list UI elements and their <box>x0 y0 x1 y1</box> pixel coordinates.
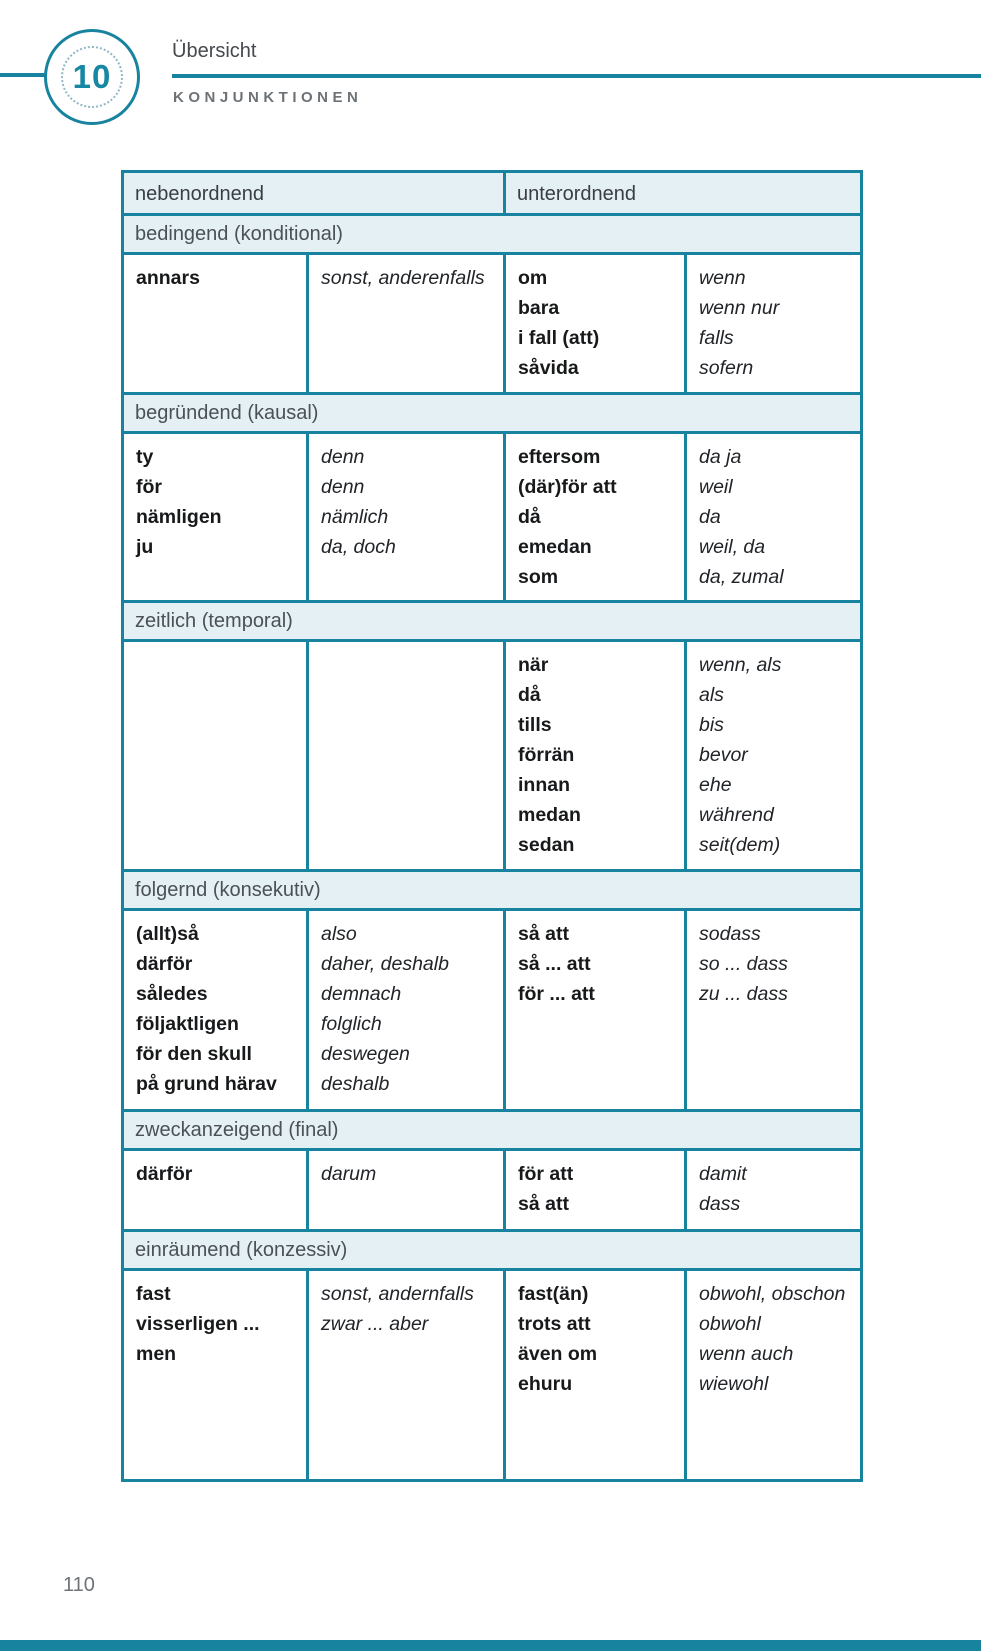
table-section-title: zweckanzeigend (final) <box>124 1109 860 1151</box>
table-cell <box>684 434 860 600</box>
page-number: 110 <box>63 1574 95 1596</box>
table-cell <box>684 642 860 869</box>
term-line: weil, da <box>699 536 766 558</box>
term-line: visserligen ... <box>136 1313 260 1335</box>
table-cell <box>306 911 503 1109</box>
term-line: men <box>136 1343 177 1365</box>
term-line: deshalb <box>321 1073 390 1095</box>
term-line: ty <box>136 446 154 468</box>
table-section-title: folgernd (konsekutiv) <box>124 869 860 911</box>
table-cell <box>503 642 684 869</box>
term-line: darum <box>321 1163 377 1185</box>
table-cell <box>684 911 860 1109</box>
term-line: så ... att <box>518 953 591 975</box>
table-cell <box>503 434 684 600</box>
term-line: om <box>518 267 548 289</box>
term-line: bis <box>699 714 724 736</box>
table-cell <box>503 1271 684 1479</box>
term-line: nämlich <box>321 506 389 528</box>
term-line: seit(dem) <box>699 834 781 856</box>
table-cell <box>684 255 860 392</box>
term-line: fast <box>136 1283 171 1305</box>
table-cell <box>684 1271 860 1479</box>
term-line: da, doch <box>321 536 396 558</box>
term-line: såvida <box>518 357 579 379</box>
term-line: innan <box>518 774 570 796</box>
term-line: damit <box>699 1163 747 1185</box>
term-line: da ja <box>699 446 742 468</box>
term-line: dass <box>699 1193 741 1215</box>
term-line: denn <box>321 476 365 498</box>
table-cell <box>306 1151 503 1229</box>
table-section-title: einräumend (konzessiv) <box>124 1229 860 1271</box>
table-section-title: bedingend (konditional) <box>124 213 860 255</box>
term-line: även om <box>518 1343 598 1365</box>
table-row <box>124 911 860 1109</box>
term-line: weil <box>699 476 733 498</box>
term-line: zu ... dass <box>699 983 788 1005</box>
bottom-rule <box>0 1640 981 1651</box>
term-line: i fall (att) <box>518 327 600 349</box>
term-line: då <box>518 684 541 706</box>
table-row <box>124 434 860 600</box>
table-cell <box>124 911 306 1109</box>
term-line: wenn, als <box>699 654 782 676</box>
table-cell <box>684 1151 860 1229</box>
term-line: som <box>518 566 559 588</box>
table-row <box>124 1151 860 1229</box>
table-cell <box>503 911 684 1109</box>
table-cell <box>503 255 684 392</box>
term-line: så att <box>518 1193 569 1215</box>
chapter-number: 10 <box>72 58 112 95</box>
term-line: falls <box>699 327 734 349</box>
term-line: sofern <box>699 357 754 379</box>
term-line: fast(än) <box>518 1283 589 1305</box>
term-line: bevor <box>699 744 748 766</box>
term-line: (allt)så <box>136 923 199 945</box>
term-line: obwohl, obschon <box>699 1283 846 1305</box>
term-line: sodass <box>699 923 761 945</box>
term-line: ehe <box>699 774 732 796</box>
term-line: ju <box>136 536 154 558</box>
table-cell <box>124 642 306 869</box>
table-row <box>124 1271 860 1479</box>
table-cell <box>306 1271 503 1479</box>
term-line: denn <box>321 446 365 468</box>
term-line: demnach <box>321 983 402 1005</box>
term-line: obwohl <box>699 1313 761 1335</box>
term-line: eftersom <box>518 446 601 468</box>
term-line: för <box>136 476 162 498</box>
top-rule-left <box>0 73 45 77</box>
term-line: för den skull <box>136 1043 252 1065</box>
term-line: wenn nur <box>699 297 780 319</box>
conjunction-table <box>121 170 863 1482</box>
table-cell <box>306 434 503 600</box>
term-line: (där)för att <box>518 476 617 498</box>
term-line: folglich <box>321 1013 382 1035</box>
term-line: wenn auch <box>699 1343 794 1365</box>
term-line: på grund härav <box>136 1073 277 1095</box>
term-line: daher, deshalb <box>321 953 449 975</box>
term-line: wenn <box>699 267 746 289</box>
term-line: deswegen <box>321 1043 410 1065</box>
term-line: då <box>518 506 541 528</box>
table-cell <box>124 1151 306 1229</box>
term-line: bara <box>518 297 560 319</box>
table-cell <box>124 255 306 392</box>
term-line: annars <box>136 267 200 289</box>
table-section-title: zeitlich (temporal) <box>124 600 860 642</box>
term-line: följaktligen <box>136 1013 239 1035</box>
term-line: medan <box>518 804 581 826</box>
table-cell <box>503 1151 684 1229</box>
term-line: sonst, andernfalls <box>321 1283 474 1305</box>
term-line: emedan <box>518 536 592 558</box>
table-cell <box>306 642 503 869</box>
section-overline: Übersicht <box>172 40 257 62</box>
table-cell <box>124 1271 306 1479</box>
term-line: nämligen <box>136 506 222 528</box>
column-header: unterordnend <box>503 173 860 213</box>
term-line: tills <box>518 714 552 736</box>
term-line: därför <box>136 953 193 975</box>
term-line: da, zumal <box>699 566 784 588</box>
term-line: för att <box>518 1163 574 1185</box>
term-line: så att <box>518 923 569 945</box>
term-line: da <box>699 506 721 528</box>
term-line: während <box>699 804 774 826</box>
page-title: KONJUNKTIONEN <box>173 89 363 106</box>
column-header: nebenordnend <box>135 183 265 205</box>
term-line: sedan <box>518 834 575 856</box>
table-cell <box>124 434 306 600</box>
table-row <box>124 642 860 869</box>
chapter-badge <box>44 29 140 125</box>
term-line: förrän <box>518 744 575 766</box>
term-line: trots att <box>518 1313 591 1335</box>
term-line: als <box>699 684 724 706</box>
term-line: när <box>518 654 549 676</box>
term-line: so ... dass <box>699 953 788 975</box>
table-row <box>124 255 860 392</box>
term-line: för ... att <box>518 983 595 1005</box>
term-line: därför <box>136 1163 193 1185</box>
table-cell <box>306 255 503 392</box>
term-line: således <box>136 983 208 1005</box>
term-line: sonst, anderenfalls <box>321 267 485 289</box>
term-line: wiewohl <box>699 1373 769 1395</box>
term-line: zwar ... aber <box>321 1313 429 1335</box>
term-line: also <box>321 923 357 945</box>
table-section-title: begründend (kausal) <box>124 392 860 434</box>
table-header-row <box>124 173 860 213</box>
header-rule <box>172 74 981 78</box>
term-line: ehuru <box>518 1373 573 1395</box>
